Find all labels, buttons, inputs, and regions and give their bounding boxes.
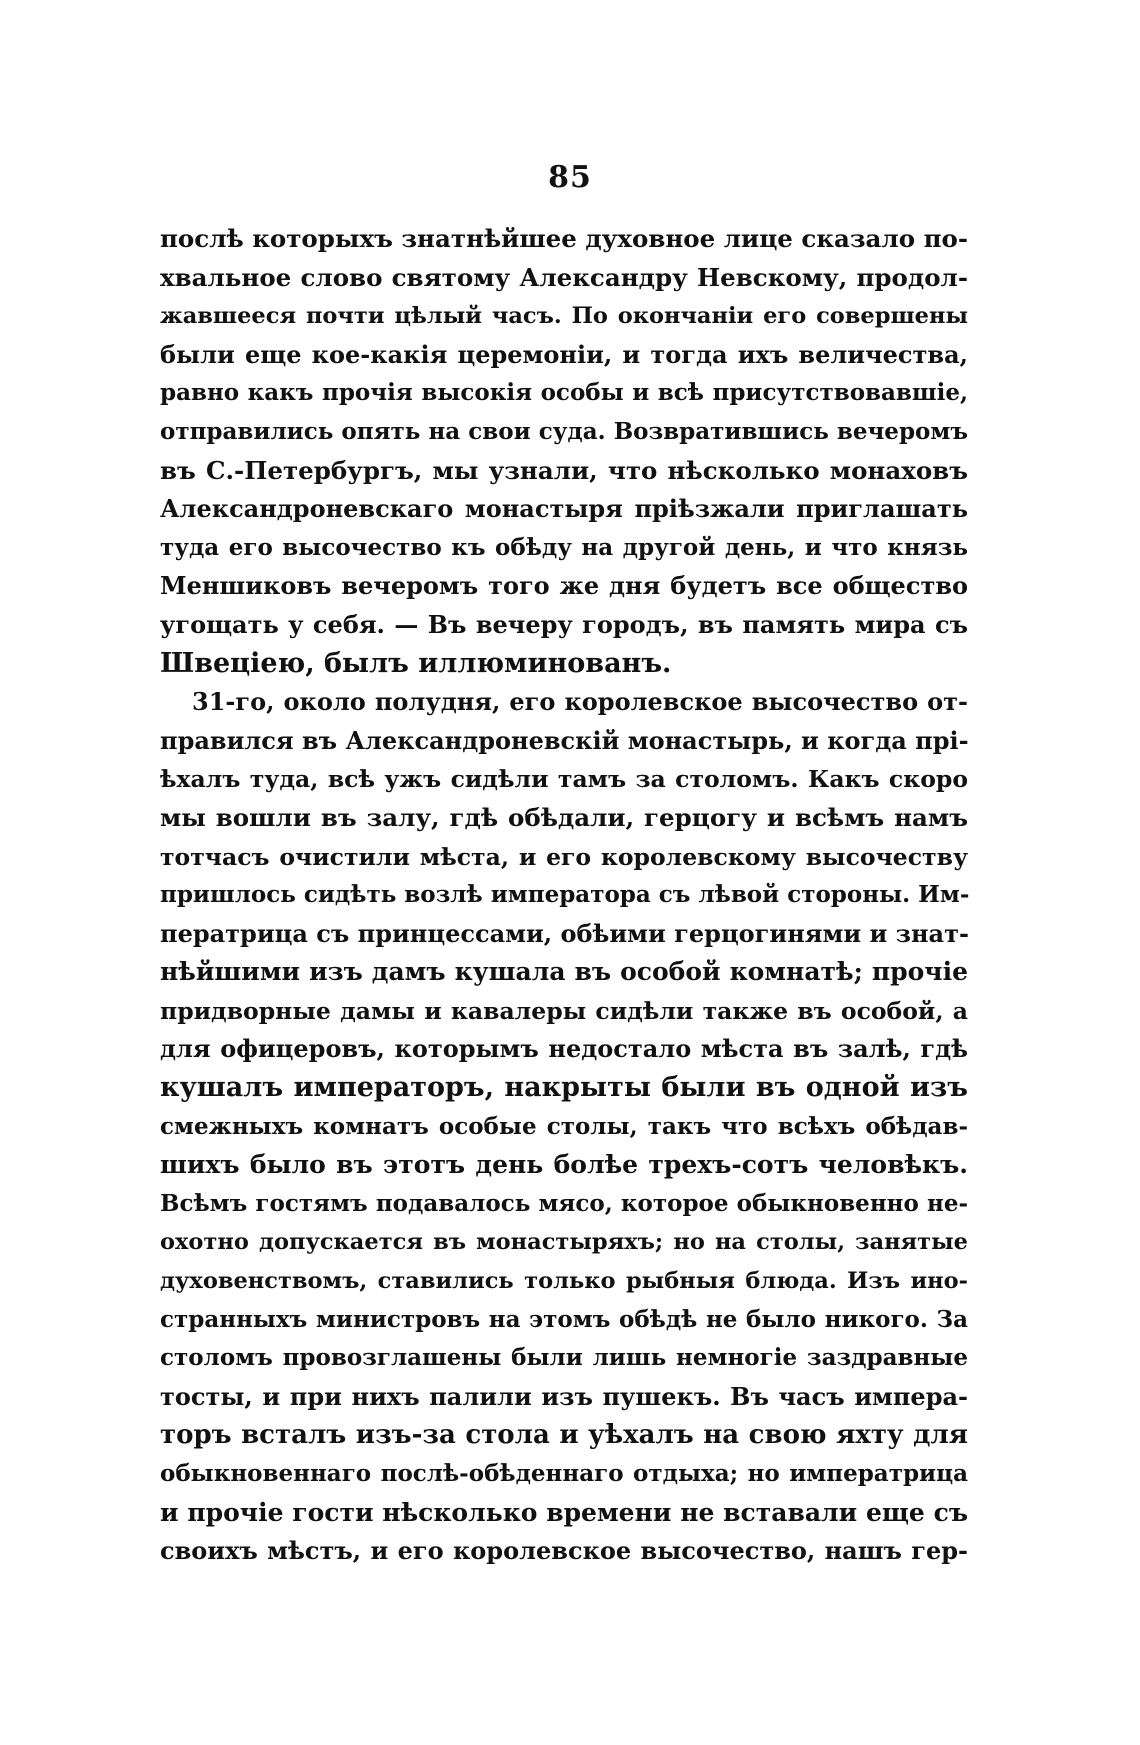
text-line: тотчасъ очистили мѣста, и его королевскому высочеству (160, 842, 968, 871)
text-line: ѣхалъ туда, всѣ ужъ сидѣли тамъ за столомъ. Какъ скоро (160, 765, 968, 794)
text-line: Меншиковъ вечеромъ того же дня будетъ все общество (160, 571, 968, 601)
text-line: и прочіе гости нѣсколько времени не вставали еще съ (160, 1497, 968, 1527)
text-line: хвальное слово святому Александру Невскому, продол- (160, 262, 968, 292)
text-line: послѣ которыхъ знатнѣйшее духовное лице сказало по- (160, 224, 969, 253)
text-line: туда его высочество къ обѣду на другой день, и что князь (160, 533, 968, 561)
text-line: смежныхъ комнатъ особые столы, такъ что всѣхъ обѣдав- (160, 1112, 968, 1140)
text-line: тосты, и при нихъ палили изъ пушекъ. Въ часъ импера- (160, 1381, 968, 1411)
page-number: 85 (548, 160, 592, 195)
text-line: нѣйшими изъ дамъ кушала въ особой комнатѣ; прочіе (160, 957, 968, 987)
paragraph-2 (160, 683, 968, 1571)
text-line: правился въ Александроневскій монастырь, и когда прі- (160, 725, 969, 755)
text-line: обыкновеннаго послѣ-обѣденнаго отдыха; но императрица (160, 1460, 968, 1487)
text-line: отправились опять на свои суда. Возвратившись вечеромъ (160, 417, 968, 445)
text-line: мы вошли въ залу, гдѣ обѣдали, герцогу и всѣмъ намъ (160, 802, 968, 832)
body-text (160, 220, 968, 1571)
text-line: Швеціею, былъ иллюминованъ. (160, 647, 672, 679)
text-line: кушалъ императоръ, накрыты были въ одной изъ (160, 1072, 968, 1104)
text-line: торъ всталъ изъ-за стола и уѣхалъ на свою яхту для (160, 1420, 968, 1451)
text-line: угощать у себя. — Въ вечеру городъ, въ память мира съ (160, 609, 968, 639)
text-line: въ С.-Петербургъ, мы узнали, что нѣсколько монаховъ (160, 455, 968, 485)
text-line: шихъ было въ этотъ день болѣе трехъ-сотъ человѣкъ. (160, 1150, 968, 1180)
text-line: 31-го, около полудня, его королевское высочество от- (192, 687, 968, 717)
paragraph-1 (160, 220, 968, 683)
text-line: для офицеровъ, которымъ недостало мѣста въ залѣ, гдѣ (160, 1034, 968, 1064)
text-line: жавшееся почти цѣлый часъ. По окончаніи его совершены (160, 303, 968, 330)
text-line: странныхъ министровъ на этомъ обѣдѣ не было никого. За (160, 1305, 968, 1333)
text-line: Всѣмъ гостямъ подавалось мясо, которое обыкновенно не- (160, 1189, 968, 1217)
text-line: своихъ мѣстъ, и его королевское высочество, нашъ гер- (160, 1536, 968, 1566)
text-line: были еще кое-какія церемоніи, и тогда ихъ величества, (160, 339, 968, 369)
text-line: равно какъ прочія высокія особы и всѣ присутствовавшіе, (160, 379, 968, 407)
text-line: придворные дамы и кавалеры сидѣли также въ особой, а (160, 996, 968, 1025)
text-line: столомъ провозглашены были лишь немногіе заздравные (160, 1344, 968, 1372)
text-line: ператрица съ принцессами, обѣими герцогинями и знат- (160, 918, 969, 948)
text-line: охотно допускается въ монастыряхъ; но на столы, занятые (160, 1229, 968, 1256)
text-line: Александроневскаго монастыря пріѣзжали приглашать (160, 494, 968, 524)
text-line: духовенствомъ, ставились только рыбныя блюда. Изъ ино- (160, 1268, 968, 1295)
text-line: пришлось сидѣть возлѣ императора съ лѣвой стороны. Им- (160, 881, 970, 909)
